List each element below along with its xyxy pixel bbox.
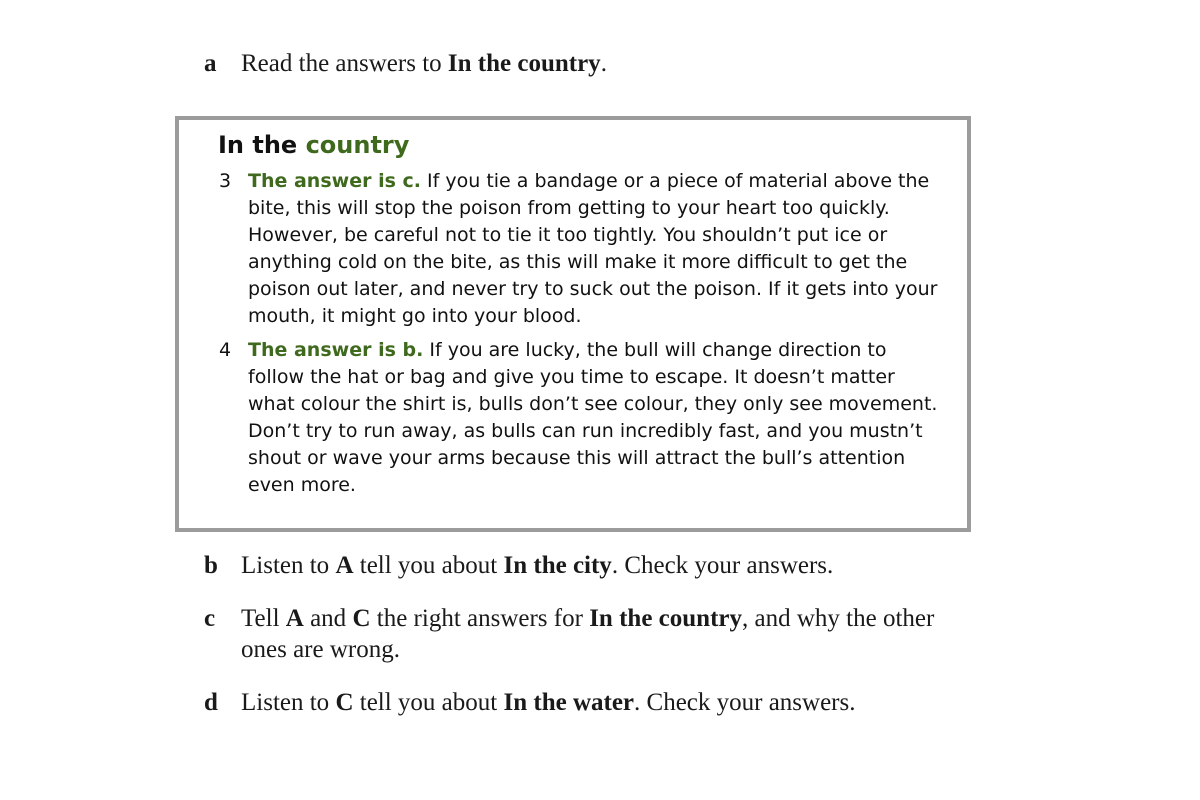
- answer-box: [175, 116, 971, 532]
- instruction-letter: c: [204, 605, 216, 632]
- instruction-letter: b: [204, 552, 218, 579]
- instruction-text: Listen to C tell you about In the water. Check your answers.: [241, 689, 856, 716]
- instruction-text: Listen to A tell you about In the city. Check your answers.: [241, 552, 834, 579]
- instruction-d: [204, 687, 964, 718]
- instruction-c: [204, 603, 964, 665]
- answer-lead: The answer is b.: [248, 339, 424, 361]
- answer-body: [248, 337, 939, 499]
- instruction-text: Read the answers to In the country.: [241, 50, 607, 77]
- instruction-text: Tell A and C the right answers for In the country, and why the other ones are wrong.: [241, 605, 935, 663]
- answer-text: If you tie a bandage or a piece of material above the bite, this will stop the poison from getting to your heart too quickly. However, be careful not to tie it too tightly. You shouldn’t put ice or anything cold on the bite, as this will make it more difficult to get the poison out later, and never try to suck out the poison. If it gets into your mouth, it might go into your blood.: [248, 170, 938, 327]
- box-title: In the country: [218, 131, 410, 159]
- instruction-a: [204, 48, 964, 79]
- instruction-letter: a: [204, 50, 217, 77]
- instruction-letter: d: [204, 689, 218, 716]
- answer-lead: The answer is c.: [248, 170, 421, 192]
- answer-item-4: [219, 337, 939, 499]
- answer-text: If you are lucky, the bull will change direction to follow the hat or bag and give you time to escape. It doesn’t matter what colour the shirt is, bulls don’t see colour, they only see movement. Don’t try to run away, as bulls can run incredibly fast, and you mustn’t shout or wave your arms because this will attract the bull’s attention even more.: [248, 339, 938, 496]
- answer-body: [248, 168, 939, 330]
- answer-number: 3: [219, 170, 232, 192]
- instruction-b: [204, 550, 964, 581]
- answer-number: 4: [219, 339, 232, 361]
- answer-item-3: [219, 168, 939, 330]
